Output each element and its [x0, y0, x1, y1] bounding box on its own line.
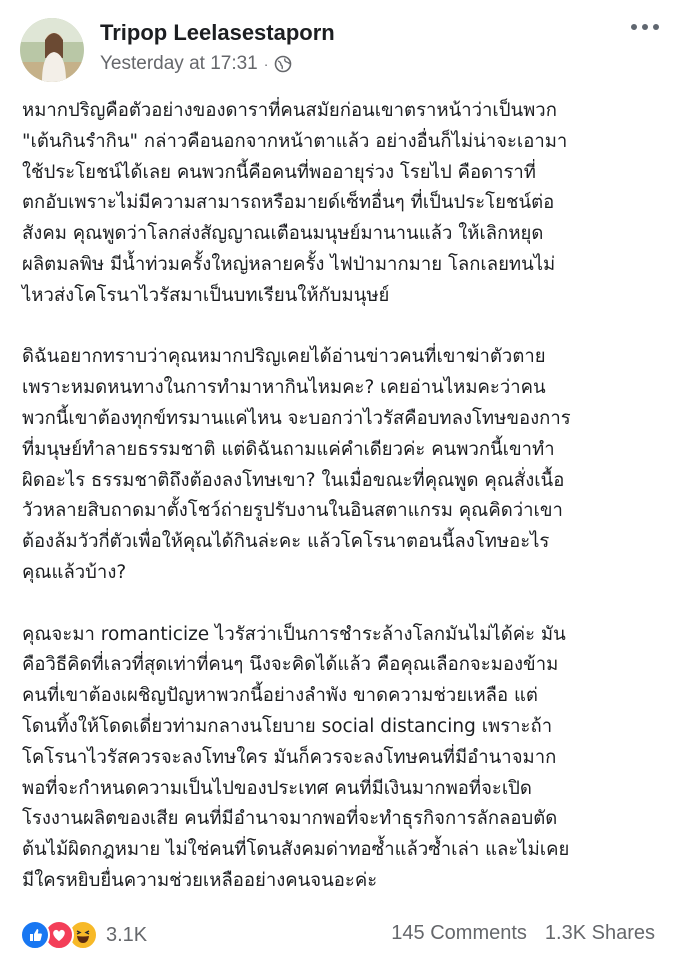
comments-count[interactable]: 145 Comments	[391, 922, 527, 944]
post-text	[22, 96, 662, 897]
paragraph	[22, 620, 662, 897]
like-reaction-icon	[20, 920, 50, 950]
globe-icon[interactable]	[274, 55, 292, 73]
text-line: คนที่เขาต้องเผชิญปัญหาพวกนี้อย่างลำพัง ขาดความช่วยเหลือ แต่	[22, 685, 538, 707]
text-line: "เต้นกินรำกิน" กล่าวคือนอกจากหน้าตาแล้ว อย่างอื่นก็ไม่น่าจะเอามา	[22, 130, 568, 152]
text-line: ไหวส่งโคโรนาไวรัสมาเป็นบทเรียนให้กับมนุษย์	[22, 284, 390, 306]
text-line: โรงงานผลิตของเสีย คนที่มีอำนาจมากพอที่จะทำธุรกิจการลักลอบตัด	[22, 808, 558, 830]
paragraph	[22, 96, 662, 312]
text-line: เพราะหมดหนทางในการทำมาหากินไหมคะ? เคยอ่านไหมคะว่าคน	[22, 377, 546, 399]
text-line: คุณจะมา romanticize ไวรัสว่าเป็นการชำระล้างโลกมันไม่ได้ค่ะ มัน	[22, 623, 566, 645]
text-line: ดิฉันอยากทราบว่าคุณหมากปริญเคยได้อ่านข่าวคนที่เขาฆ่าตัวตาย	[22, 346, 546, 368]
paragraph	[22, 342, 662, 588]
text-line: วัวหลายสิบถาดมาตั้งโชว์ถ่ายรูปรับงานในอินสตาแกรม คุณคิดว่าเขา	[22, 500, 563, 522]
author-avatar[interactable]	[20, 18, 84, 82]
text-line: ต้นไม้ผิดกฎหมาย ไม่ใช่คนที่โดนสังคมด่าทอซ้ำแล้วซ้ำเล่า และไม่เคย	[22, 839, 570, 861]
text-line: ใช้ประโยชน์ได้เลย คนพวกนี้คือคนที่พออายุร่วง โรยไป คือดาราที่	[22, 161, 536, 183]
text-line: ตกอับเพราะไม่มีความสามารถหรือมายด์เซ็ทอื่นๆ ที่เป็นประโยชน์ต่อ	[22, 192, 555, 214]
text-line: หมากปริญคือตัวอย่างของดาราที่คนสมัยก่อนเขาตราหน้าว่าเป็นพวก	[22, 100, 557, 121]
text-line: พวกนี้เขาต้องทุกข์ทรมานแค่ไหน จะบอกว่าไวรัสคือบทลงโทษของการ	[22, 407, 571, 429]
shares-count[interactable]: 1.3K Shares	[544, 922, 655, 944]
post-footer	[0, 912, 677, 956]
text-line: พอที่จะกำหนดความเป็นไปของประเทศ คนที่มีเงินมากพอที่จะเปิด	[22, 777, 532, 799]
text-line: โดนทิ้งให้โดดเดี่ยวท่ามกลางนโยบาย social distancing เพราะถ้า	[22, 715, 553, 737]
post-timestamp[interactable]: Yesterday at 17:31	[100, 53, 258, 74]
meta-separator: ·	[263, 56, 269, 72]
text-line: ผิดอะไร ธรรมชาติถึงต้องลงโทษเขา? ในเมื่อขณะที่คุณพูด คุณสั่งเนื้อ	[22, 469, 565, 491]
reaction-count[interactable]: 3.1K	[106, 923, 148, 946]
reactions-summary[interactable]	[20, 920, 147, 950]
text-line: ที่มนุษย์ทำลายธรรมชาติ แต่ดิฉันถามแค่คำเดียวค่ะ คนพวกนี้เขาทำ	[22, 438, 555, 460]
post-meta	[100, 53, 292, 75]
text-line: ผลิตมลพิษ มีน้ำท่วมครั้งใหญ่หลายครั้ง ไฟป่ามากมาย โลกเลยทนไม่	[22, 253, 556, 275]
text-line: สังคม คุณพูดว่าโลกส่งสัญญาณเตือนมนุษย์มานานแล้ว ให้เลิกหยุด	[22, 223, 544, 245]
author-name[interactable]: Tripop Leelasestaporn	[100, 20, 335, 45]
text-line: คือวิธีคิดที่เลวที่สุดเท่าที่คนๆ นึงจะคิดได้แล้ว คือคุณเลือกจะมองข้าม	[22, 654, 559, 676]
text-line: คุณแล้วบ้าง?	[22, 561, 127, 583]
post-stats	[391, 922, 655, 945]
text-line: มีใครหยิบยื่นความช่วยเหลืออย่างคนจนอะค่ะ	[22, 869, 378, 891]
post-header	[0, 0, 677, 100]
more-options-icon[interactable]	[631, 24, 659, 30]
text-line: ต้องล้มวัวกี่ตัวเพื่อให้คุณได้กินล่ะคะ แล้วโคโรนาตอนนี้ลงโทษอะไร	[22, 531, 550, 553]
text-line: โคโรนาไวรัสควรจะลงโทษใคร มันก็ควรจะลงโทษคนที่มีอำนาจมาก	[22, 746, 557, 768]
